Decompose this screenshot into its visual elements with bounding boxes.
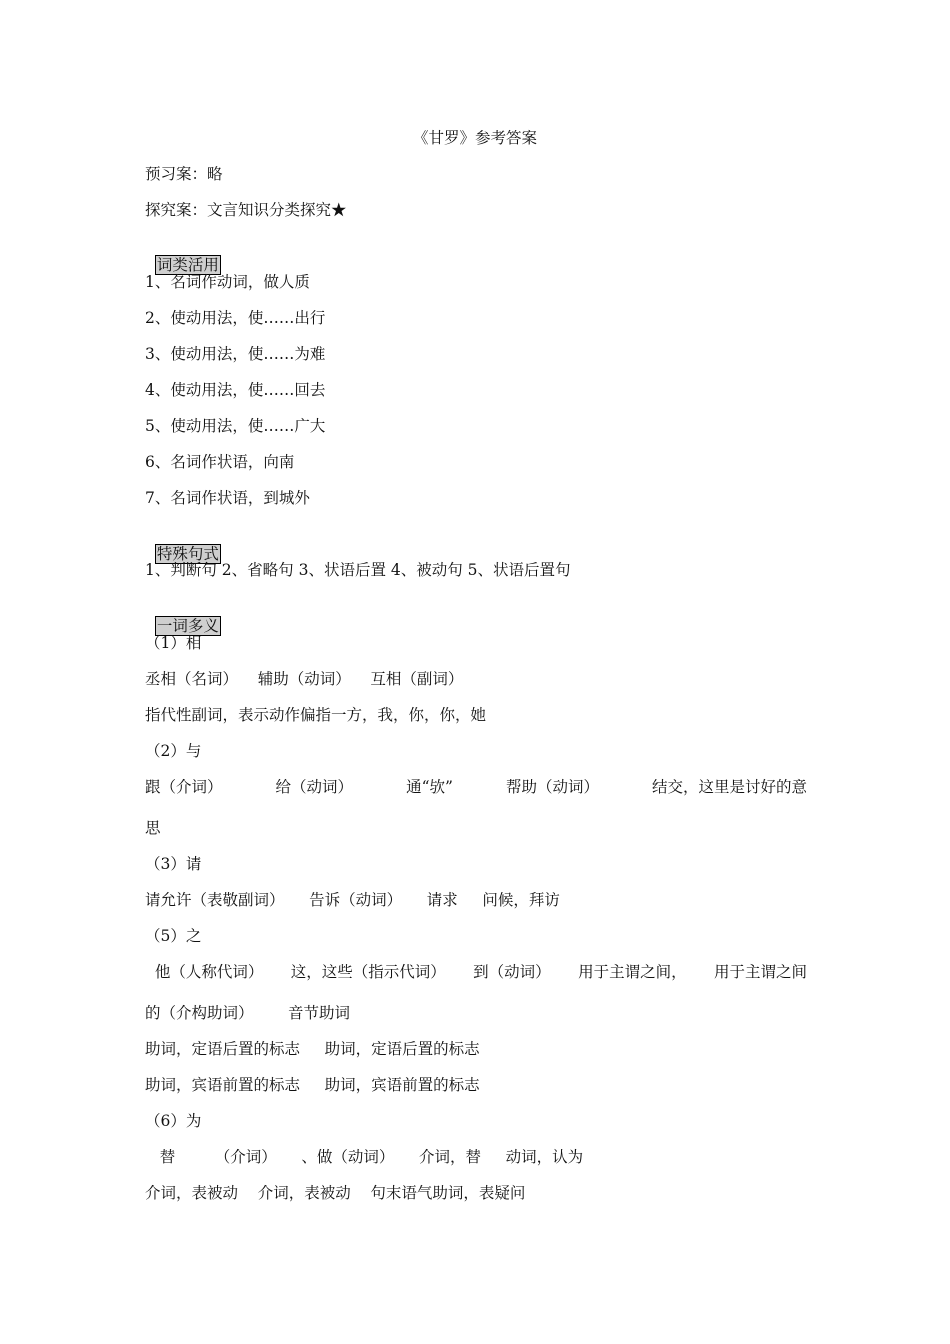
- zhi-line4: 助词，宾语前置的标志 助词，宾语前置的标志: [145, 1076, 480, 1094]
- wordclass-heading-row: [145, 235, 221, 275]
- qing-line1: 请允许（表敬副词） 告诉（动词） 请求 问候，拜访: [145, 891, 560, 909]
- wei-line1: 替 （介词） 、做（动词） 介词，替 动词，认为: [145, 1148, 584, 1166]
- list-item: 4、使动用法，使……回去: [145, 381, 326, 399]
- zhi-part: 他（人称代词）: [145, 963, 264, 981]
- zhi-label: （5）之: [145, 927, 202, 945]
- yu-label: （2）与: [145, 742, 202, 760]
- special-heading: 特殊句式: [156, 545, 219, 563]
- list-item: 5、使动用法，使……广大: [145, 417, 326, 435]
- wei-line2: 介词，表被动 介词，表被动 句末语气助词，表疑问: [145, 1184, 526, 1202]
- list-item: 3、使动用法，使……为难: [145, 345, 326, 363]
- xiang-line1: 丞相（名词） 辅助（动词） 互相（副词）: [145, 670, 464, 688]
- zhi-line3: 助词，定语后置的标志 助词，定语后置的标志: [145, 1040, 480, 1058]
- list-item: 6、名词作状语，向南: [145, 453, 295, 471]
- polysemy-heading-row: [145, 596, 221, 636]
- special-text: 1、判断句 2、省略句 3、状语后置 4、被动句 5、状语后置句: [145, 561, 571, 579]
- preview-line: 预习案：略: [145, 165, 223, 183]
- yu-part: 帮助（动词）: [505, 778, 599, 796]
- yu-cont: 思: [145, 819, 161, 837]
- zhi-part: 这，这些（指示代词）: [290, 963, 446, 981]
- zhi-part: 用于主谓之间: [713, 963, 807, 981]
- xiang-label: （1）相: [145, 634, 202, 652]
- list-item: 2、使动用法，使……出行: [145, 309, 326, 327]
- wordclass-heading: 词类活用: [156, 256, 219, 274]
- wei-label: （6）为: [145, 1112, 202, 1130]
- list-item: 7、名词作状语，到城外: [145, 489, 310, 507]
- qing-label: （3）请: [145, 855, 202, 873]
- yu-part: 跟（介词）: [145, 778, 223, 796]
- yu-part: 结交，这里是讨好的意: [651, 778, 807, 796]
- yu-part: 给（动词）: [275, 778, 354, 796]
- zhi-cont: 的（介构助词） 音节助词: [145, 1004, 350, 1022]
- list-item: 1、名词作动词，做人质: [145, 273, 310, 291]
- explore-line: 探究案：文言知识分类探究★: [145, 201, 347, 219]
- yu-line1: [145, 777, 807, 797]
- zhi-part: 到（动词）: [473, 963, 551, 981]
- polysemy-heading: 一词多义: [156, 617, 219, 635]
- page-title: 《甘罗》参考答案: [412, 129, 537, 147]
- xiang-line2: 指代性副词，表示动作偏指一方，我，你，你，她: [145, 706, 487, 724]
- zhi-line1: [145, 962, 807, 982]
- zhi-part: 用于主谓之间，: [578, 963, 687, 981]
- special-heading-row: [145, 524, 221, 564]
- yu-part: 通“欤”: [406, 778, 453, 796]
